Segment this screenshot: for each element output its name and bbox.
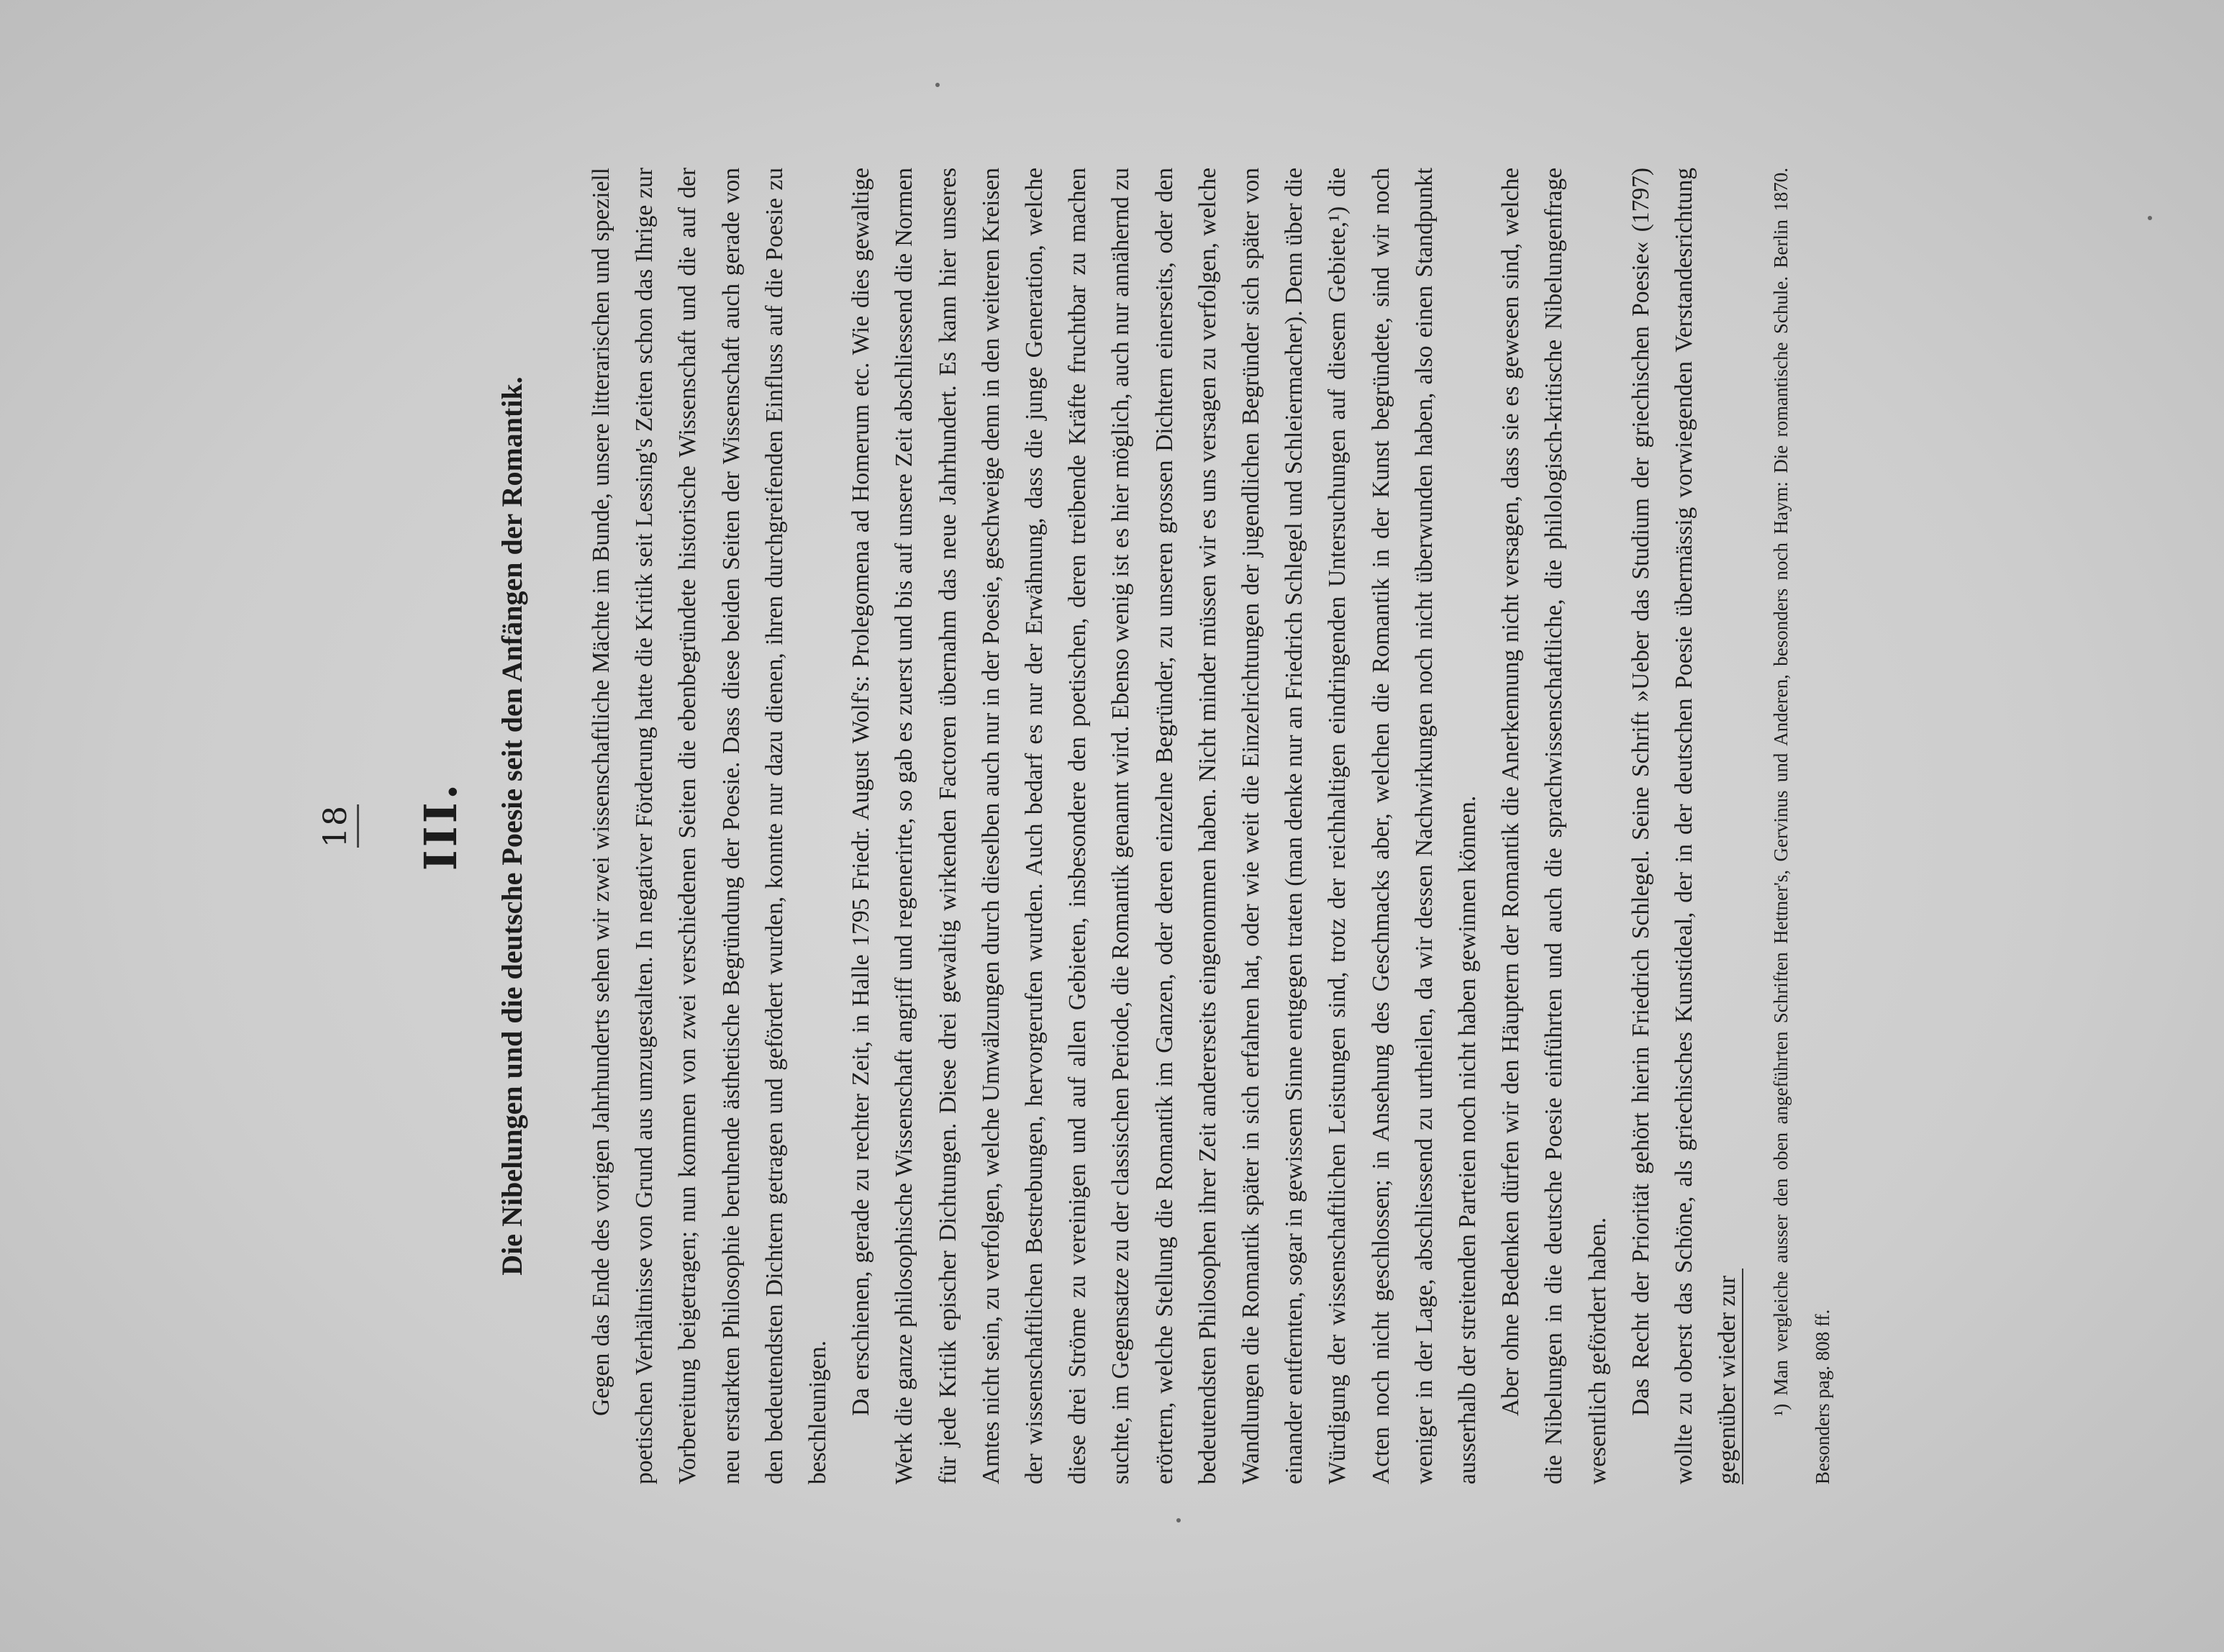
paragraph: Aber ohne Bedenken dürfen wir den Häuptern der Romantik die Anerkennung nicht versagen, dass sie es gewesen sind, welche die Nibelungen in die deutsche Poesie einführten und auch die sprachwissenschaftliche, die philologisch-kritische Nibelungenfrage wesentlich gefördert haben. — [1497, 168, 1611, 1484]
scan-speck — [1176, 1518, 1181, 1522]
body-text — [580, 168, 1749, 1484]
book-page — [177, 53, 2048, 1599]
paragraph: Da erschienen, gerade zu rechter Zeit, in Halle 1795 Friedr. August Wolf's: Prolegomena ad Homerum etc. Wie dies gewaltige Werk die ganze philosophische Wissenschaft angriff und regenerirte, so gab es zuerst und bis auf unsere Zeit abschliessend die Normen für jede Kritik epischer Dichtungen. Diese drei gewaltig wirkenden Factoren übernahm das neue Jahrhundert. Es kann hier unseres Amtes nicht sein, zu verfolgen, welche Umwälzungen durch dieselben auch nur in der Poesie, geschweige denn in den weiteren Kreisen der wissenschaftlichen Bestrebungen, hervorgerufen wurden. Auch bedarf es nur der Erwähnung, dass die junge Generation, welche diese drei Ströme zu vereinigen und auf allen Gebieten, insbesondere den poetischen, deren treibende Kräfte fruchtbar zu machen suchte, im Gegensatze zu der classischen Periode, die Romantik genannt wird. Ebenso wenig ist es hier möglich, auch nur annähernd zu erörtern, welche Stellung die Romantik im Ganzen, oder deren einzelne Begründer, zu unseren grossen Dichtern einerseits, oder den bedeutendsten Philosophen ihrer Zeit andererseits eingenommen haben. Nicht minder müssen wir es uns versagen zu verfolgen, welche Wandlungen die Romantik später in sich erfahren hat, oder wie weit die Einzelrichtungen der jugendlichen Begründer sich später von einander entfernten, sogar in gewissem Sinne entgegen traten (man denke nur an Friedrich Schlegel und Schleiermacher). Denn über die Würdigung der wissenschaftlichen Leistungen sind, trotz der reichhaltigen eindringenden Untersuchungen auf diesem Gebiete,¹) die Acten noch nicht geschlossen; in Ansehung des Geschmacks aber, welchen die Romantik in der Kunst begründete, sind wir noch weniger in der Lage, abschliessend zu urtheilen, da wir dessen Nachwirkungen noch nicht überwunden haben, also einen Standpunkt ausserhalb der streitenden Parteien noch nicht haben gewinnen können. — [847, 168, 1481, 1484]
paragraph: Gegen das Ende des vorigen Jahrhunderts sehen wir zwei wissenschaftliche Mächte im Bunde, unsere litterarischen und speziell poetischen Verhältnisse von Grund aus umzugestalten. In negativer Förderung hatte die Kritik seit Lessing's Zeiten schon das Ihrige zur Vorbereitung beigetragen; nun kommen von zwei verschiedenen Seiten die ebenbegründete historische Wissenschaft und die auf der neu erstarkten Philosophie beruhende ästhetische Begründung der Poesie. Dass diese beiden Seiten der Wissenschaft auch gerade von den bedeutendsten Dichtern getragen und gefördert wurden, konnte nur dazu dienen, ihren durchgreifenden Einfluss auf die Poesie zu beschleunigen. — [587, 168, 831, 1484]
scan-speck — [2148, 216, 2152, 220]
page-number: 18 — [317, 804, 354, 848]
paragraph: Das Recht der Priorität gehört hierin Friedrich Schlegel. Seine Schrift »Ueber das Studium der griechischen Poesie« (1797) wollte zu oberst das Schöne, als griechisches Kunstideal, der in der deutschen Poesie übermässig vorwiegenden Verstandesrichtung gegenüber wieder zur — [1627, 168, 1740, 1484]
chapter-number: III. — [414, 781, 467, 871]
footnote-text: ¹) Man vergleiche ausser den oben angeführten Schriften Hettner's, Gervinus und Anderen, besonders noch Haym: Die romantische Schule. Berlin 1870. Besonders pag. 808 ff. — [1769, 168, 1833, 1484]
page-number-ornament — [357, 804, 359, 848]
scan-speck — [935, 83, 940, 87]
chapter-title: Die Nibelungen und die deutsche Poesie seit den Anfängen der Romantik. — [495, 376, 528, 1276]
footnote-divider — [1742, 1268, 1743, 1484]
footnote — [1760, 168, 1843, 1484]
